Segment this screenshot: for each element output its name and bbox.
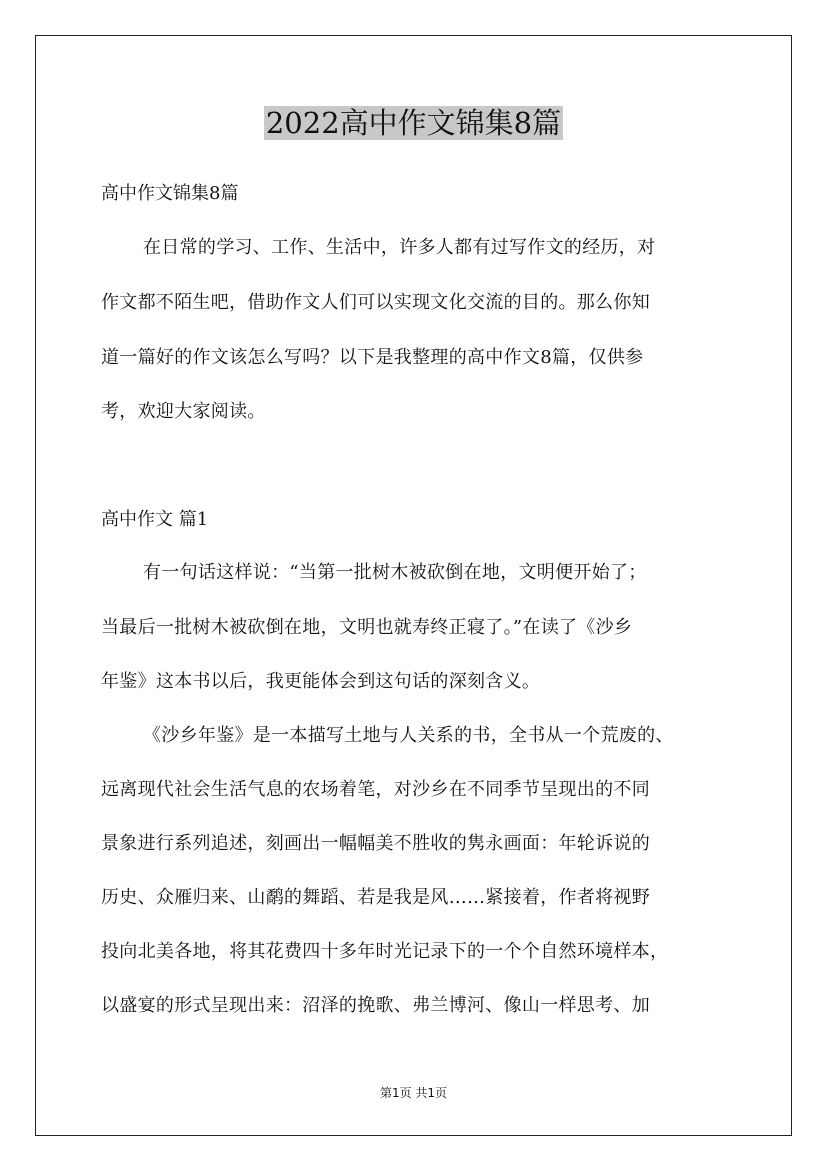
- paragraph-line: 当最后一批树木被砍倒在地，文明也就寿终正寝了。”在读了《沙乡: [101, 617, 633, 638]
- paragraph-line: 年鉴》这本书以后，我更能体会到这句话的深刻含义。: [101, 671, 541, 692]
- intro-line: 在日常的学习、工作、生活中，许多人都有过写作文的经历，对: [143, 237, 656, 258]
- intro-line: 考，欢迎大家阅读。: [101, 401, 266, 422]
- document-subtitle: 高中作文锦集8篇: [101, 183, 239, 204]
- paragraph-line: 投向北美各地，将其花费四十多年时光记录下的一个个自然环境样本，: [101, 941, 669, 962]
- page-number: 第1页 共1页: [379, 1086, 448, 1100]
- intro-line: 道一篇好的作文该怎么写吗？以下是我整理的高中作文8篇，仅供参: [101, 347, 644, 368]
- paragraph-line: 有一句话这样说：“当第一批树木被砍倒在地，文明便开始了；: [143, 562, 647, 583]
- paragraph-line: 远离现代社会生活气息的农场着笔，对沙乡在不同季节呈现出的不同: [101, 779, 650, 800]
- paragraph-line: 以盛宴的形式呈现出来：沼泽的挽歌、弗兰博河、像山一样思考、加: [101, 995, 650, 1016]
- section-heading: 高中作文 篇1: [101, 509, 209, 530]
- intro-line: 作文都不陌生吧，借助作文人们可以实现文化交流的目的。那么你知: [101, 292, 650, 313]
- paragraph-line: 景象进行系列追述，刻画出一幅幅美不胜收的隽永画面：年轮诉说的: [101, 833, 650, 854]
- paragraph-line: 《沙乡年鉴》是一本描写土地与人关系的书，全书从一个荒废的、: [143, 725, 674, 746]
- paragraph-line: 历史、众雁归来、山鹬的舞蹈、若是我是风……紧接着，作者将视野: [101, 887, 650, 908]
- document-title: 2022高中作文锦集8篇: [265, 106, 562, 140]
